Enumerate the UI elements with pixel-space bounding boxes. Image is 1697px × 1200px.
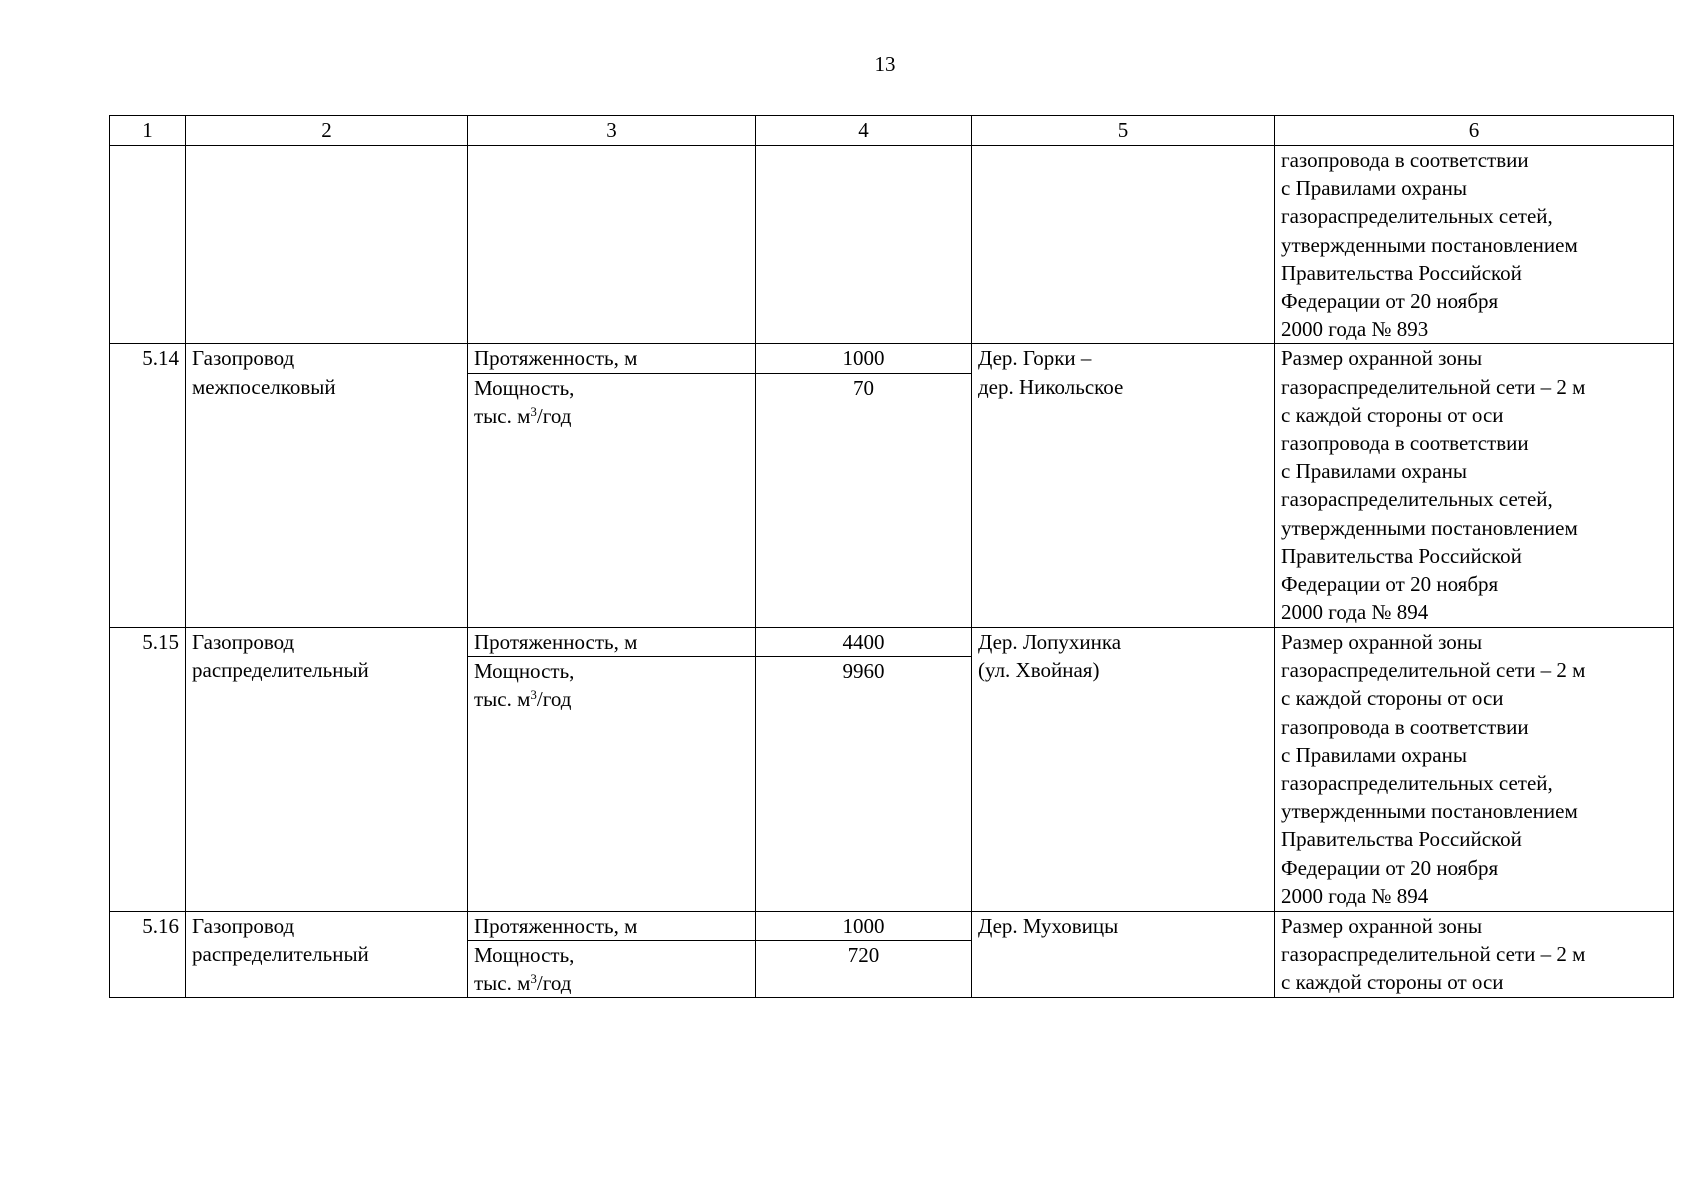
empty-cell [186, 146, 468, 344]
row-number: 5.14 [110, 344, 186, 628]
location: Дер. Муховицы [972, 911, 1275, 998]
protection-zone-note: Размер охранной зоны газораспределительной сети – 2 м с каждой стороны от оси газопровода в соответствии с Правилами охраны газораспределительных сетей, утвержденными постановлением Правительства Российской Федерации от 20 ноября 2000 года № 894 [1275, 628, 1674, 912]
row-number: 5.16 [110, 911, 186, 998]
unit-suffix: /год [536, 403, 572, 428]
empty-cell [972, 146, 1275, 344]
column-number: 4 [756, 116, 972, 146]
page-number: 13 [874, 52, 896, 76]
table-row [110, 344, 1674, 373]
value-length: 1000 [756, 344, 972, 373]
facility-name: Газопровод распределительный [186, 628, 468, 912]
continuation-row [110, 146, 1674, 344]
table-row [110, 628, 1674, 657]
parameter-capacity [468, 373, 756, 627]
location: Дер. Горки – дер. Никольское [972, 344, 1275, 628]
parameter-length: Протяженность, м [468, 911, 756, 940]
column-number: 5 [972, 116, 1275, 146]
protection-zone-note: газопровода в соответствии с Правилами охраны газораспределительных сетей, утвержденными постановлением Правительства Российской Федерации от 20 ноября 2000 года № 893 [1275, 146, 1674, 344]
table-row [110, 911, 1674, 940]
column-number: 3 [468, 116, 756, 146]
unit-exponent: 3 [530, 687, 537, 703]
facilities-table [109, 115, 1674, 998]
capacity-unit [474, 969, 749, 997]
empty-cell [110, 146, 186, 344]
value-capacity: 70 [756, 373, 972, 627]
row-number: 5.15 [110, 628, 186, 912]
column-number: 2 [186, 116, 468, 146]
empty-cell [756, 146, 972, 344]
capacity-label: Мощность, [474, 659, 575, 684]
unit-prefix: тыс. м [474, 971, 531, 996]
capacity-unit [474, 402, 749, 430]
value-capacity: 9960 [756, 657, 972, 911]
capacity-label: Мощность, [474, 375, 575, 400]
unit-exponent: 3 [530, 971, 537, 987]
unit-prefix: тыс. м [474, 687, 531, 712]
value-length: 4400 [756, 628, 972, 657]
unit-suffix: /год [536, 971, 572, 996]
protection-zone-note: Размер охранной зоны газораспределительной сети – 2 м с каждой стороны от оси газопровода в соответствии с Правилами охраны газораспределительных сетей, утвержденными постановлением Правительства Российской Федерации от 20 ноября 2000 года № 894 [1275, 344, 1674, 628]
value-capacity: 720 [756, 940, 972, 997]
parameter-length: Протяженность, м [468, 628, 756, 657]
parameter-capacity [468, 940, 756, 997]
facility-name: Газопровод межпоселковый [186, 344, 468, 628]
empty-cell [468, 146, 756, 344]
column-number: 1 [110, 116, 186, 146]
unit-exponent: 3 [530, 403, 537, 419]
column-number: 6 [1275, 116, 1674, 146]
parameter-length: Протяженность, м [468, 344, 756, 373]
unit-suffix: /год [536, 687, 572, 712]
parameter-capacity [468, 657, 756, 911]
unit-prefix: тыс. м [474, 403, 531, 428]
capacity-unit [474, 685, 749, 713]
column-number-row [110, 116, 1674, 146]
capacity-label: Мощность, [474, 942, 575, 967]
facility-name: Газопровод распределительный [186, 911, 468, 998]
location: Дер. Лопухинка (ул. Хвойная) [972, 628, 1275, 912]
protection-zone-note: Размер охранной зоны газораспределительной сети – 2 м с каждой стороны от оси [1275, 911, 1674, 998]
value-length: 1000 [756, 911, 972, 940]
